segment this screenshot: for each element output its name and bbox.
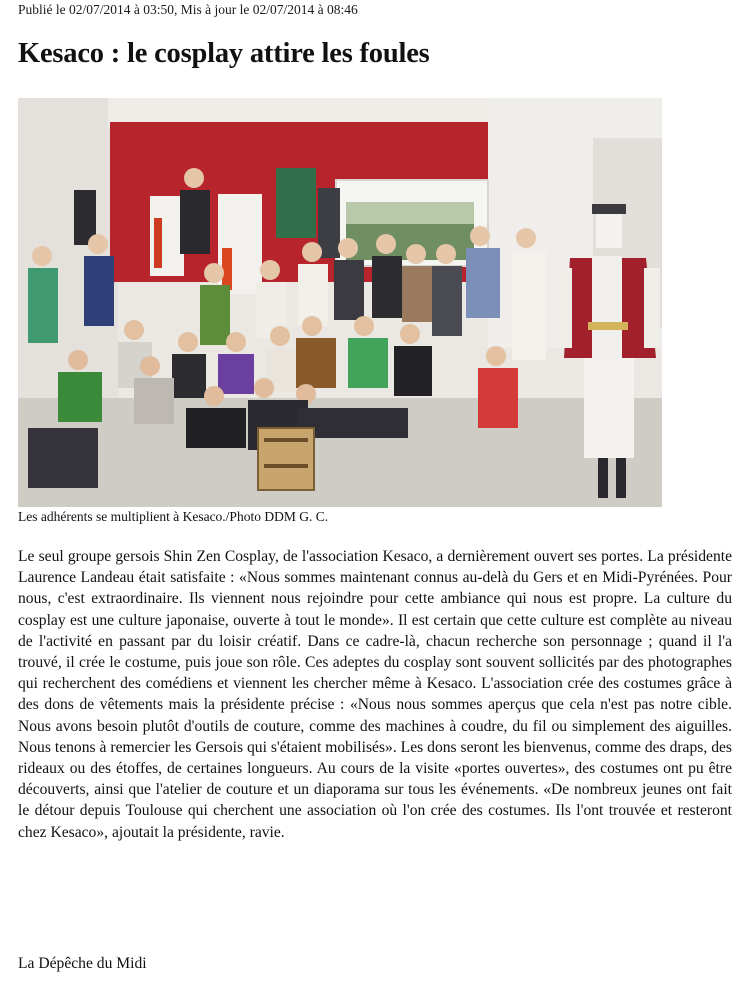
article-source: La Dépêche du Midi [18, 955, 147, 972]
article-photo [18, 98, 662, 507]
article-body: Le seul groupe gersois Shin Zen Cosplay, de l'association Kesaco, a dernièrement ouvert ses portes. La présidente Laurence Landeau était satisfaite : «Nous sommes maintenant connus au-delà du Gers et en Midi-Pyrénées. Pour nous, c'est extraordinaire. Ils viennent nous rejoindre pour cette ambiance qui nous est propre. La culture du cosplay est une culture japonaise, ouverte à tout le monde». Il est certain que cette culture est complète au niveau de l'activité en passant par du loisir créatif. Dans ce cadre-là, chacun recherche son personnage ; quand il l'a trouvé, il crée le costume, puis joue son rôle. Ces adeptes du cosplay sont souvent sollicités par des photographes qui recherchent des comédiens et viennent les chercher même à Kesaco. L'association crée des costumes grâce à des dons de vêtements mais la présidente précise : «Nous nous sommes aperçus que cela n'est pas notre cible. Nous avons besoin plutôt d'outils de couture, comme des machines à coudre, du fil ou simplement des aiguilles. Nous tenons à remercier les Gersois qui s'étaient mobilisés». Les dons seront les bienvenus, comme des draps, des rideaux ou des étoffes, de certaines longueurs. Au cours de la visite «portes ouvertes», des costumes ont pu être découverts, ainsi que l'atelier de couture et un diaporama sur tous les événements. «De nombreux jeunes ont fait le détour depuis Toulouse qui cherchent une association où l'on crée des costumes. Ils l'ont trouvée et resteront chez Kesaco», ajoutait la présidente, ravie. [18, 548, 732, 841]
photo-caption: Les adhérents se multiplient à Kesaco./Photo DDM G. C. [18, 509, 329, 524]
article-title: Kesaco : le cosplay attire les foules [18, 38, 430, 69]
publication-meta: Publié le 02/07/2014 à 03:50, Mis à jour le 02/07/2014 à 08:46 [18, 2, 358, 17]
group-photo-illustration [18, 98, 662, 507]
